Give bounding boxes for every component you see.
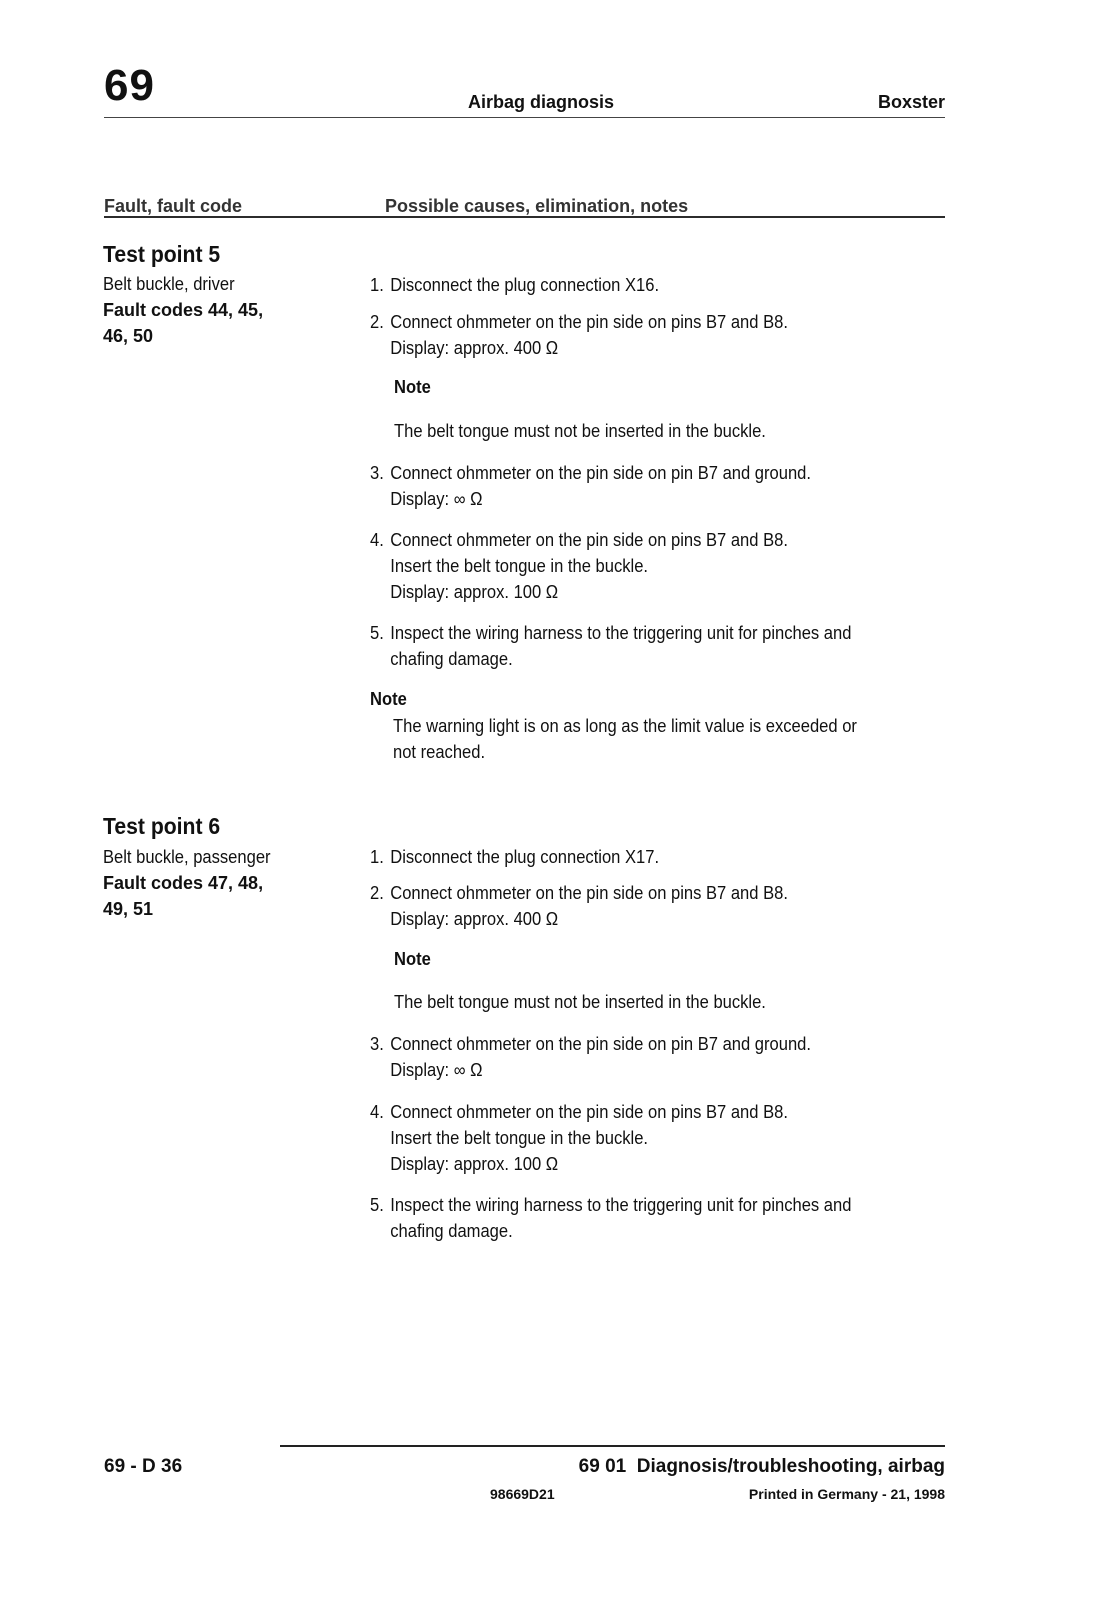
step-text: Display: ∞ Ω xyxy=(390,1060,483,1080)
document-code: 98669D21 xyxy=(490,1486,555,1502)
step-number: 5. xyxy=(370,623,384,643)
step-number: 4. xyxy=(370,530,384,550)
tp5-final-note-heading: Note xyxy=(370,689,407,709)
tp5-step-3 xyxy=(370,460,811,512)
footer-rule xyxy=(280,1445,945,1447)
step-text: Display: approx. 100 Ω xyxy=(390,1154,559,1174)
print-info: Printed in Germany - 21, 1998 xyxy=(748,1486,945,1502)
step-text: chafing damage. xyxy=(390,1221,513,1241)
fault-codes-line: 49, 51 xyxy=(103,899,154,919)
document-title: Airbag diagnosis xyxy=(468,92,615,112)
tp6-note-heading: Note xyxy=(394,949,431,969)
step-number: 1. xyxy=(370,847,384,867)
step-number: 5. xyxy=(370,1195,384,1215)
step-number: 1. xyxy=(370,275,384,295)
step-text: Connect ohmmeter on the pin side on pins B7 and B8. xyxy=(390,883,788,903)
tp5-step-4 xyxy=(370,527,788,605)
step-text: Display: approx. 400 Ω xyxy=(390,338,559,358)
step-number: 2. xyxy=(370,883,384,903)
step-text: chafing damage. xyxy=(390,649,513,669)
tp6-step-1 xyxy=(370,844,659,870)
tp6-step-4 xyxy=(370,1099,788,1177)
step-text: Connect ohmmeter on the pin side on pins B7 and B8. xyxy=(390,1102,788,1122)
tp6-step-3 xyxy=(370,1031,811,1083)
fault-codes-line: Fault codes 44, 45, xyxy=(103,300,264,320)
tp6-note-text: The belt tongue must not be inserted in the buckle. xyxy=(394,992,766,1012)
note-line: not reached. xyxy=(393,742,486,762)
tp6-step-5 xyxy=(370,1192,851,1244)
test-point-5-title: Test point 5 xyxy=(103,241,221,267)
tp6-step-2 xyxy=(370,880,788,932)
step-text: Inspect the wiring harness to the triggering unit for pinches and xyxy=(390,623,852,643)
step-text: Connect ohmmeter on the pin side on pins B7 and B8. xyxy=(390,530,788,550)
column-heading-fault: Fault, fault code xyxy=(104,196,243,216)
tp5-note-heading: Note xyxy=(394,377,431,397)
test-point-6-subtitle: Belt buckle, passenger xyxy=(103,847,271,867)
step-text: Connect ohmmeter on the pin side on pin B7 and ground. xyxy=(390,463,811,483)
step-number: 3. xyxy=(370,1034,384,1054)
vehicle-model: Boxster xyxy=(877,92,945,112)
step-text: Connect ohmmeter on the pin side on pin B7 and ground. xyxy=(390,1034,811,1054)
step-number: 2. xyxy=(370,312,384,332)
page-number: 69 - D 36 xyxy=(104,1456,183,1477)
tp5-step-5 xyxy=(370,620,851,672)
step-text: Disconnect the plug connection X17. xyxy=(390,847,660,867)
chapter-number: 69 xyxy=(104,61,155,110)
note-line: The warning light is on as long as the limit value is exceeded or xyxy=(393,716,857,736)
test-point-6-fault-codes xyxy=(103,870,303,922)
step-text: Connect ohmmeter on the pin side on pins B7 and B8. xyxy=(390,312,788,332)
test-point-5-subtitle: Belt buckle, driver xyxy=(103,274,235,294)
column-heading-rule xyxy=(104,216,945,218)
tp5-step-1 xyxy=(370,272,659,298)
step-text: Insert the belt tongue in the buckle. xyxy=(390,556,649,576)
step-text: Inspect the wiring harness to the triggering unit for pinches and xyxy=(390,1195,852,1215)
test-point-5-fault-codes xyxy=(103,297,303,349)
header-rule xyxy=(104,117,945,118)
tp5-final-note-text xyxy=(393,713,857,765)
step-text: Insert the belt tongue in the buckle. xyxy=(390,1128,649,1148)
fault-codes-line: 46, 50 xyxy=(103,326,154,346)
step-text: Disconnect the plug connection X16. xyxy=(390,275,660,295)
step-text: Display: approx. 100 Ω xyxy=(390,582,559,602)
step-number: 3. xyxy=(370,463,384,483)
step-number: 4. xyxy=(370,1102,384,1122)
tp5-note-text: The belt tongue must not be inserted in the buckle. xyxy=(394,421,766,441)
step-text: Display: ∞ Ω xyxy=(390,489,483,509)
section-title: 69 01 Diagnosis/troubleshooting, airbag xyxy=(578,1456,945,1477)
step-text: Display: approx. 400 Ω xyxy=(390,909,559,929)
tp5-step-2 xyxy=(370,309,788,361)
column-heading-causes: Possible causes, elimination, notes xyxy=(385,196,689,216)
test-point-6-title: Test point 6 xyxy=(103,813,221,839)
fault-codes-line: Fault codes 47, 48, xyxy=(103,873,264,893)
